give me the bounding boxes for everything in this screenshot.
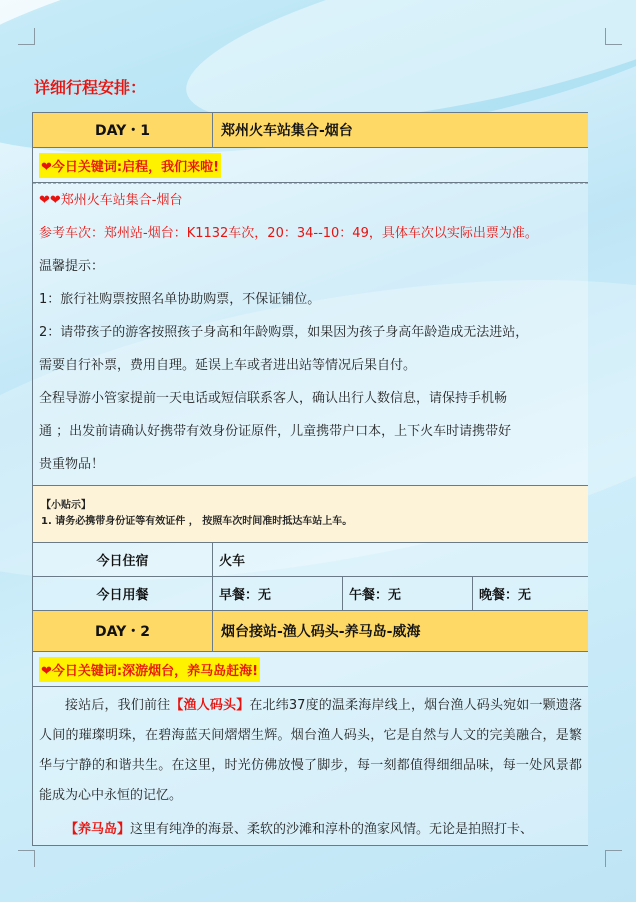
day1-keyword-text: 今日关键词:启程，我们来啦!: [51, 159, 220, 175]
p1-pre: 接站后，我们前往: [65, 698, 171, 713]
day1-route-text: 郑州火车站集合-烟台: [60, 193, 183, 208]
day1-meal-row: [33, 577, 589, 611]
day2-paragraph-2: [33, 811, 588, 845]
day2-paragraph-1: [33, 687, 588, 811]
day2-header: [33, 611, 589, 652]
day1-keyword: [39, 153, 221, 178]
section-title: 详细行程安排：: [34, 78, 147, 97]
day1-guide-c: 贵重物品！: [39, 457, 105, 472]
day1-tip2a: 2：请带孩子的游客按照孩子身高和年龄购票，如果因为孩子身高年龄造成无法进站，: [39, 325, 529, 340]
itinerary-table: [32, 112, 588, 846]
day1-train: 参考车次：郑州站-烟台：K1132车次，20：34--10：49，具体车次以实际出票为准。: [39, 226, 538, 241]
heart-icon: ❤: [41, 159, 52, 175]
heart-icon: ❤❤: [39, 193, 61, 208]
day1-header: [33, 113, 589, 148]
itinerary-table-wrap: [32, 112, 588, 848]
day1-tip1: 1：旅行社购票按照名单协助购票，不保证铺位。: [39, 292, 321, 307]
heart-icon: ❤: [41, 663, 52, 679]
day1-body-row: [33, 183, 589, 486]
p1-post: 在北纬37度的温柔海岸线上，烟台渔人码头宛如一颗遗落人间的璀璨明珠，在碧海蓝天间熠熠生辉。烟台渔人码头，它是自然与人文的完美融合，是繁华与宁静的和谐共生。在这里，时光仿佛放慢了脚步，每一刻都值得细细品味，每一处风景都能成为心中永恒的记忆。: [39, 698, 582, 803]
day1-guide-b: 通 ；出发前请确认好携带有效身份证原件，儿童携带户口本，上下火车时请携带好: [39, 424, 512, 439]
day1-label: DAY・1: [33, 113, 213, 148]
lunch: 午餐：无: [343, 577, 473, 611]
day1-stay-row: [33, 543, 589, 577]
day2-title: 烟台接站-渔人码头-养马岛-威海: [213, 611, 589, 652]
note-title: 【小贴示】: [41, 500, 91, 511]
p2-highlight: 【养马岛】: [65, 822, 131, 837]
p2-post: 这里有纯净的海景、柔软的沙滩和淳朴的渔家风情。无论是拍照打卡、: [130, 822, 534, 837]
day1-tip2b: 需要自行补票，费用自理。延误上车或者进出站等情况后果自付。: [39, 358, 417, 373]
corner-mark: [18, 850, 35, 867]
day2-keyword-row: [33, 652, 589, 687]
note-body: 1. 请务必携带身份证等有效证件 ， 按照车次时间准时抵达车站上车。: [41, 516, 353, 527]
corner-mark: [18, 28, 35, 45]
day1-tips-title: 温馨提示：: [39, 259, 105, 274]
day2-keyword: [39, 657, 260, 682]
day1-note-row: [33, 486, 589, 543]
day1-keyword-row: [33, 148, 589, 183]
day2-body-row: [33, 687, 589, 846]
dinner: 晚餐：无: [473, 577, 589, 611]
day1-guide-a: 全程导游小管家提前一天电话或短信联系客人，确认出行人数信息，请保持手机畅: [39, 391, 508, 406]
stay-value: 火车: [213, 543, 589, 577]
day1-title: 郑州火车站集合-烟台: [213, 113, 589, 148]
breakfast: 早餐：无: [213, 577, 343, 611]
stay-label: 今日住宿: [33, 543, 213, 577]
meal-label: 今日用餐: [33, 577, 213, 611]
day2-label: DAY・2: [33, 611, 213, 652]
corner-mark: [605, 850, 622, 867]
day1-route: [33, 183, 588, 217]
corner-mark: [605, 28, 622, 45]
day2-keyword-text: 今日关键词:深游烟台，养马岛赶海!: [51, 663, 259, 679]
p1-highlight: 【渔人码头】: [170, 698, 250, 713]
